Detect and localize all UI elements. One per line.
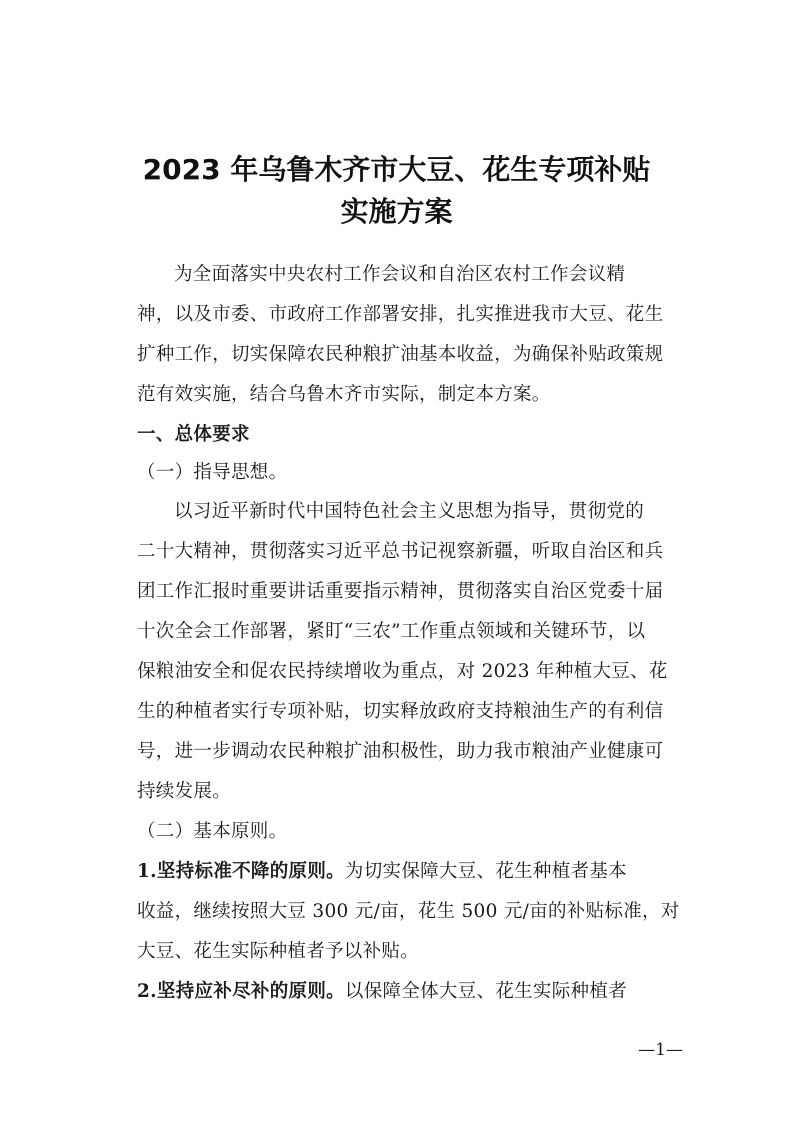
document-title-line-2: 实施方案 bbox=[340, 195, 453, 228]
intro-line-3: 扩种工作，切实保障农民种粮扩油基本收益，为确保补贴政策规 bbox=[137, 344, 664, 365]
page-number: —1— bbox=[638, 1040, 683, 1060]
guiding-line-4: 十次全会工作部署，紧盯“三农”工作重点领域和关键环节，以 bbox=[137, 621, 646, 642]
principle-1-text: 为切实保障大豆、花生种植者基本 bbox=[344, 861, 627, 882]
guiding-line-2: 二十大精神，贯彻落实习近平总书记视察新疆，听取自治区和兵 bbox=[137, 541, 664, 562]
guiding-line-6: 生的种植者实行专项补贴，切实释放政府支持粮油生产的有利信 bbox=[137, 701, 664, 722]
section-heading-general-requirements: 一、总体要求 bbox=[137, 424, 250, 445]
principle-2-text: 以保障全体大豆、花生实际种植者 bbox=[344, 981, 627, 1002]
guiding-line-3: 团工作汇报时重要讲话重要指示精神，贯彻落实自治区党委十届 bbox=[137, 581, 664, 602]
subheading-guiding-thought: （一）指导思想。 bbox=[137, 462, 288, 483]
principle-1-line-3: 大豆、花生实际种植者予以补贴。 bbox=[137, 941, 420, 962]
guiding-line-1: 以习近平新时代中国特色社会主义思想为指导，贯彻党的 bbox=[174, 501, 645, 522]
principle-2-line-1 bbox=[137, 977, 684, 1007]
principle-1-title: 1.坚持标准不降的原则。 bbox=[137, 861, 345, 882]
guiding-line-8: 持续发展。 bbox=[137, 781, 232, 802]
principle-2-title: 2.坚持应补尽补的原则。 bbox=[137, 981, 345, 1002]
intro-line-1: 为全面落实中央农村工作会议和自治区农村工作会议精 bbox=[174, 264, 626, 285]
principle-1-line-2: 收益，继续按照大豆 300 元/亩，花生 500 元/亩的补贴标准，对 bbox=[137, 901, 680, 922]
principle-1-line-1 bbox=[137, 857, 684, 887]
guiding-line-5: 保粮油安全和促农民持续增收为重点，对 2023 年种植大豆、花 bbox=[137, 661, 668, 682]
intro-line-4: 范有效实施，结合乌鲁木齐市实际，制定本方案。 bbox=[137, 384, 551, 405]
intro-line-2: 神，以及市委、市政府工作部署安排，扎实推进我市大豆、花生 bbox=[137, 304, 664, 325]
subheading-basic-principles: （二）基本原则。 bbox=[137, 821, 288, 842]
document-title-line-1: 2023 年乌鲁木齐市大豆、花生专项补贴 bbox=[142, 153, 651, 186]
guiding-line-7: 号，进一步调动农民种粮扩油积极性，助力我市粮油产业健康可 bbox=[137, 741, 664, 762]
